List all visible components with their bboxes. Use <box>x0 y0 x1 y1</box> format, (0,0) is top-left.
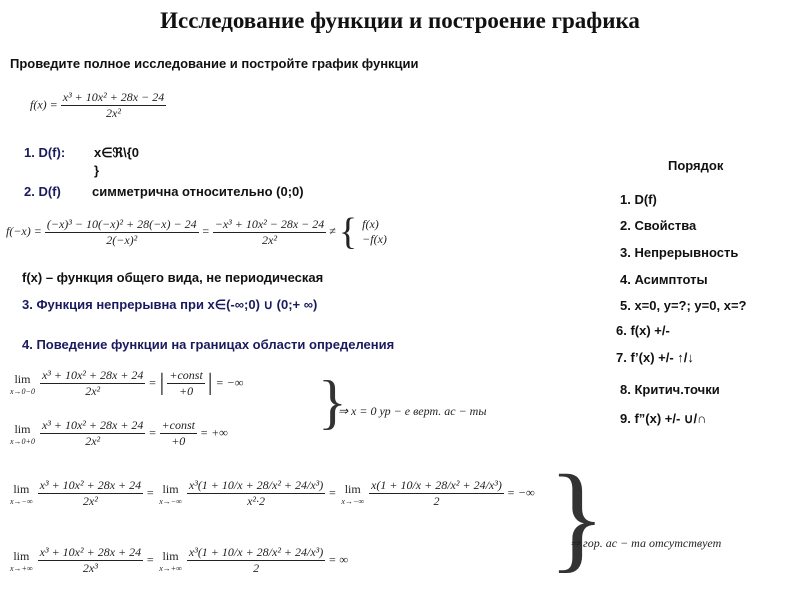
lim3-fraction-c <box>369 478 504 509</box>
lim2-eq: = <box>148 425 157 440</box>
lim3-den-c: 2 <box>433 494 440 508</box>
lim2-sub: x→0+0 <box>10 436 35 446</box>
general-form-note: f(x) – функция общего вида, не периодическая <box>22 270 324 285</box>
sym-fraction-2 <box>213 217 327 248</box>
limit-plus-infinity <box>8 545 348 576</box>
func-lhs: f(x) = <box>30 97 58 112</box>
lim2-den: 2x² <box>85 434 101 448</box>
sym-fraction-1 <box>45 217 199 248</box>
order-item: 3. Непрерывность <box>620 245 739 260</box>
sym-lhs: f(−x) = <box>6 223 42 238</box>
lim3-eq1: = <box>146 485 155 500</box>
lim4-sub-b: x→+∞ <box>159 563 182 573</box>
lim2-fraction <box>40 418 145 449</box>
sym-eq: = <box>201 223 210 238</box>
limit-left-zero: lim x→0−0 $\frac{\text{x³ + 10x² + 28x + 24}}{\text{2x²}}$ = | $\frac{\text{+const}}{+0}$ | = −∞ <box>10 368 244 398</box>
lim4-fraction-b <box>187 545 325 576</box>
lim4-sub: x→+∞ <box>10 563 33 573</box>
lim2-rnum: +const <box>161 418 195 432</box>
lim3-operator-b <box>157 482 184 506</box>
lim1-fraction <box>40 368 145 399</box>
lim4-operator <box>8 549 35 573</box>
limit-minus-infinity <box>8 478 535 509</box>
vertical-asymptote-conclusion: ⇒ x = 0 ур − е верт. ас − ты <box>338 404 487 418</box>
page-title: Исследование функции и построение графика <box>160 8 640 33</box>
lim3-lim-c: lim <box>344 481 361 496</box>
lim4-num-b: x³(1 + 10/x + 28/x² + 24/x³) <box>188 545 324 559</box>
func-numerator: x³ + 10x² + 28x − 24 <box>62 90 165 104</box>
sym-cases <box>360 217 389 247</box>
lim4-den: 2x³ <box>82 561 98 575</box>
lim4-result: = ∞ <box>328 552 348 567</box>
sym-case-1: f(x) <box>362 217 379 231</box>
lim1-result-fraction <box>167 368 204 399</box>
order-item: 6. f(x) +/- <box>616 323 670 338</box>
lim2-lim: lim <box>14 421 31 436</box>
sym-case-2: −f(x) <box>362 232 387 246</box>
func-fraction <box>61 90 166 121</box>
lim1-rden: +0 <box>179 384 194 398</box>
lim3-sub: x→−∞ <box>10 496 33 506</box>
order-item: 5. x=0, y=?; y=0, x=? <box>620 298 747 313</box>
lim3-result: = −∞ <box>506 485 535 500</box>
infinity-limits-brace: } <box>548 450 606 583</box>
horizontal-asymptote-conclusion: ⇒ гор. ас − та отсутствует <box>570 536 722 550</box>
lim1-lim: lim <box>14 371 31 386</box>
lim3-sub-c: x→−∞ <box>341 496 365 506</box>
lim4-lim: lim <box>13 548 30 563</box>
lim3-operator-c <box>339 482 366 506</box>
lim1-operator <box>8 372 37 396</box>
sym-num-1: (−x)³ − 10(−x)² + 28(−x) − 24 <box>46 216 197 231</box>
lim3-num-c: x(1 + 10/x + 28/x² + 24/x³) <box>371 478 502 492</box>
lim2-num: x³ + 10x² + 28x + 24 <box>41 418 144 432</box>
order-item: 2. Свойства <box>620 218 697 233</box>
lim3-num-b: x³(1 + 10/x + 28/x² + 24/x³) <box>188 478 324 492</box>
lim4-operator-b <box>157 549 184 573</box>
limit-right-zero <box>8 418 228 449</box>
lim3-den: 2x² <box>82 494 98 508</box>
lim1-eq: = <box>148 375 157 390</box>
lim3-num: x³ + 10x² + 28x + 24 <box>39 478 142 492</box>
lim1-result: = −∞ <box>215 375 244 390</box>
step3-continuity: 3. Функция непрерывна при x∈(-∞;0) ∪ (0;+ ∞) <box>22 297 318 312</box>
lim2-operator <box>8 422 37 446</box>
sym-neq: ≠ <box>329 223 336 238</box>
symmetry-formula <box>6 210 389 254</box>
lim2-result-fraction <box>160 418 197 449</box>
lim1-sub: x→0−0 <box>10 386 35 396</box>
lim3-den-b: x²·2 <box>247 494 266 508</box>
lim3-lim: lim <box>13 481 30 496</box>
step1-domain: x∈ℜ\{0 <box>94 145 140 160</box>
order-item: 4. Асимптоты <box>620 272 708 287</box>
lim4-fraction <box>38 545 143 576</box>
function-formula <box>30 90 166 121</box>
lim4-den-b: 2 <box>253 561 260 575</box>
lim4-num: x³ + 10x² + 28x + 24 <box>39 545 142 559</box>
order-item: 1. D(f) <box>620 192 657 207</box>
lim3-operator <box>8 482 35 506</box>
order-title: Порядок <box>668 158 724 173</box>
order-item: 8. Критич.точки <box>620 382 720 397</box>
sym-den-2: 2x² <box>262 232 277 247</box>
lim2-rden: +0 <box>171 434 186 448</box>
lim3-fraction-b <box>187 478 325 509</box>
task-statement: Проведите полное исследование и постройте график функции <box>10 56 419 71</box>
lim1-rnum: +const <box>169 368 203 382</box>
sym-den-1: 2(−x)² <box>106 232 138 247</box>
lim4-eq1: = <box>146 552 155 567</box>
lim1-den: 2x² <box>85 384 101 398</box>
order-item: 9. f”(x) +/- ∪/∩ <box>620 411 707 426</box>
order-item: 7. f’(x) +/- ↑/↓ <box>616 350 694 365</box>
step1-label: 1. D(f): <box>24 145 66 160</box>
lim3-eq2: = <box>328 485 337 500</box>
lim3-sub-b: x→−∞ <box>159 496 182 506</box>
lim1-num: x³ + 10x² + 28x + 24 <box>41 368 144 382</box>
step4-heading: 4. Поведение функции на границах области определения <box>22 337 395 352</box>
sym-num-2: −x³ + 10x² − 28x − 24 <box>214 216 325 231</box>
step1-domain-close: } <box>94 163 100 178</box>
step2-label: 2. D(f) <box>24 184 61 199</box>
step2-text: симметрична относительно (0;0) <box>92 184 304 199</box>
limits-brace: } <box>318 369 347 435</box>
lim4-lim-b: lim <box>162 548 179 563</box>
lim2-result: = +∞ <box>199 425 228 440</box>
lim3-lim-b: lim <box>162 481 179 496</box>
func-denominator: 2x² <box>106 106 121 120</box>
lim3-fraction <box>38 478 143 509</box>
sym-brace: { <box>338 211 358 253</box>
